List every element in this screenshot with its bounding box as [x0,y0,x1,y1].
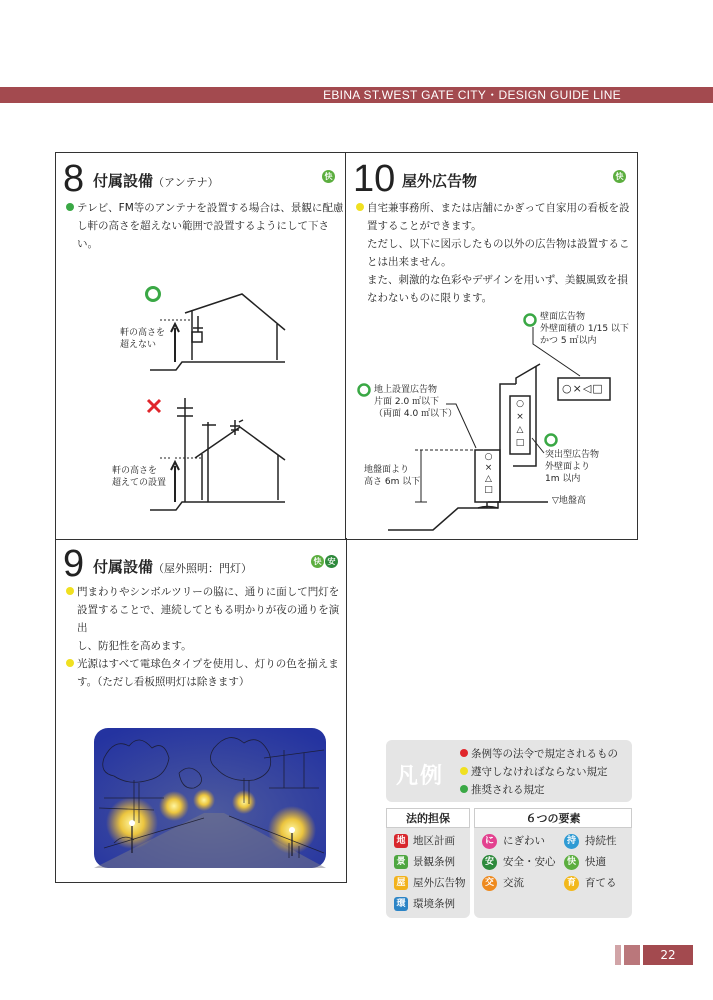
element-safety: 安 安全・安心 [482,852,564,873]
legal-item-landscape-ordinance: 景 景観条例 [394,852,466,873]
yellow-dot-icon [66,587,74,595]
green-dot-icon [66,203,74,211]
element-nurture: 育 育てる [564,873,617,894]
kai-badge: 快 [322,170,335,183]
ground-sign-label: 地上設置広告物 片面 2.0 ㎡以下 （両面 4.0 ㎡以下） [374,385,458,419]
height-label: 地盤面より 高さ 6m 以下 [364,465,421,487]
green-dot-icon [460,785,468,793]
header-title: EBINA ST.WEST GATE CITY・DESIGN GUIDE LINE [323,88,621,102]
legend-item: 推奨される規定 [460,781,618,799]
ground-sign-symbols: ○ × △ □ [484,452,493,495]
section-9-text: 門まわりやシンボルツリーの脇に、通りに面して門灯を 設置することで、連続してともる明かりが夜の通りを演出 し、防犯性を高めます。 光源はすべて電球色タイプを使用し、灯りの色を揃えま す。（ただし看板照明灯は除きます） [66,583,348,691]
element-comfort: 快 快適 [564,852,606,873]
section-8-title: 付属設備（アンテナ） [93,172,219,190]
wall-sign-symbols: ○×◁□ [562,382,604,395]
red-dot-icon [460,749,468,757]
legend-item: 条例等の法令で規定されるもの [460,745,618,763]
section-10-title: 屋外広告物 [402,172,478,190]
legend-item: 遵守しなければならない規定 [460,763,618,781]
section-8-text: テレビ、FM等のアンテナを設置する場合は、景観に配慮 し軒の高さを超えない範囲で設置するようにして下さ い。 [66,199,346,253]
element-exchange: 交 交流 [482,873,564,894]
an-badge: 安 [325,555,338,568]
element-nigiwai: に にぎわい [482,831,564,852]
kai-badge: 快 [613,170,626,183]
six-elements-list [482,831,632,894]
projecting-sign-label: 突出型広告物 外壁面より 1m 以内 [545,450,600,484]
section-number: 8 [63,158,85,200]
legal-basis-list [394,831,466,915]
ok-circle-icon [147,288,160,301]
ng-caption: 軒の高さを 超えての設置 [112,466,167,488]
section-10-number: 10 [353,158,396,200]
ground-level-label: ▽地盤高 [552,496,586,506]
section-8-heading [63,160,84,198]
ok-caption: 軒の高さを 超えない [120,328,166,350]
element-sustainability: 持 持続性 [564,831,617,852]
legal-item-environment-ordinance: 環 環境条例 [394,894,466,915]
six-elements-header: ６つの要素 [474,808,632,828]
projecting-sign-symbols: ○ × △ □ [515,399,525,448]
page-marker-2 [624,945,640,965]
yellow-dot-icon [356,203,364,211]
night-street-illustration [94,728,326,868]
legal-basis-header: 法的担保 [386,808,470,828]
legend-items [460,745,618,799]
page-marker-1 [615,945,621,965]
legal-item-outdoor-ads: 屋 屋外広告物 [394,873,466,894]
section-10-text: 自宅兼事務所、または店舗にかぎって自家用の看板を設 置することができます。 ただし、以下に図示したもの以外の広告物は設置するこ とは出来ません。 また、刺激的な色彩やデザインを用いず、美観風致を損 なわないものに限ります。 [356,199,636,307]
page-number: 22 [660,948,676,962]
legend-title: 凡例 [396,764,445,789]
legal-item-district-plan: 地 地区計画 [394,831,466,852]
yellow-dot-icon [66,659,74,667]
kai-badge: 快 [311,555,324,568]
section-9-number: 9 [63,543,85,585]
wall-sign-label: 壁面広告物 外壁面積の 1/15 以下 かつ 5 ㎡以内 [540,312,629,346]
section-9-title: 付属設備（屋外照明：門灯） [93,558,253,576]
yellow-dot-icon [460,767,468,775]
